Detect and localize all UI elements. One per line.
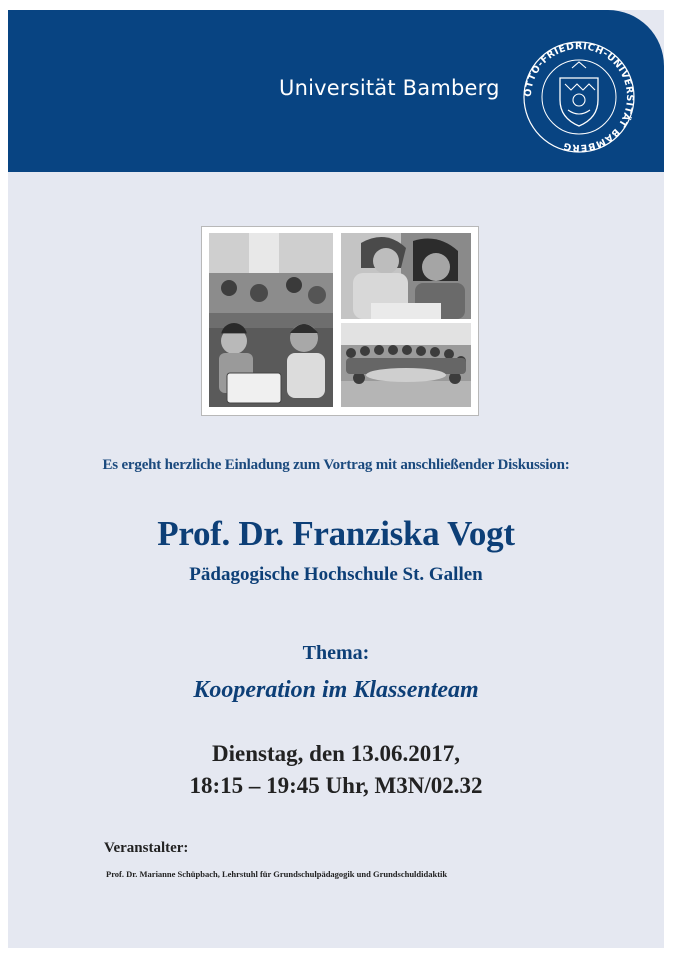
organizer-text: Prof. Dr. Marianne Schüpbach, Lehrstuhl für Grundschulpädagogik und Grundschuldidaktik [106,869,448,879]
topic-title: Kooperation im Klassenteam [193,677,479,703]
header-banner [8,10,664,172]
university-name: Universität Bamberg [279,76,500,100]
svg-text:OTTO-FRIEDRICH-UNIVERSITÄT BAM [523,41,635,153]
seal-text: OTTO-FRIEDRICH-UNIVERSITÄT BAMBERG [522,40,636,154]
children-circle-photo [341,323,471,407]
speaker-institution: Pädagogische Hochschule St. Gallen [189,564,483,585]
flyer-page [8,10,664,948]
topic-label: Thema: [302,642,370,664]
invitation-text: Es ergeht herzliche Einladung zum Vortrag mit anschließender Diskussion: [102,457,570,473]
organizer-label: Veranstalter: [104,840,189,856]
event-date: Dienstag, den 13.06.2017, [212,741,460,766]
teacher-child-photo [341,233,471,319]
classroom-photo [209,233,333,407]
event-time-room: 18:15 – 19:45 Uhr, M3N/02.32 [189,773,483,798]
university-seal-icon [520,38,638,156]
speaker-name: Prof. Dr. Franziska Vogt [157,514,515,553]
photo-collage [201,226,479,416]
